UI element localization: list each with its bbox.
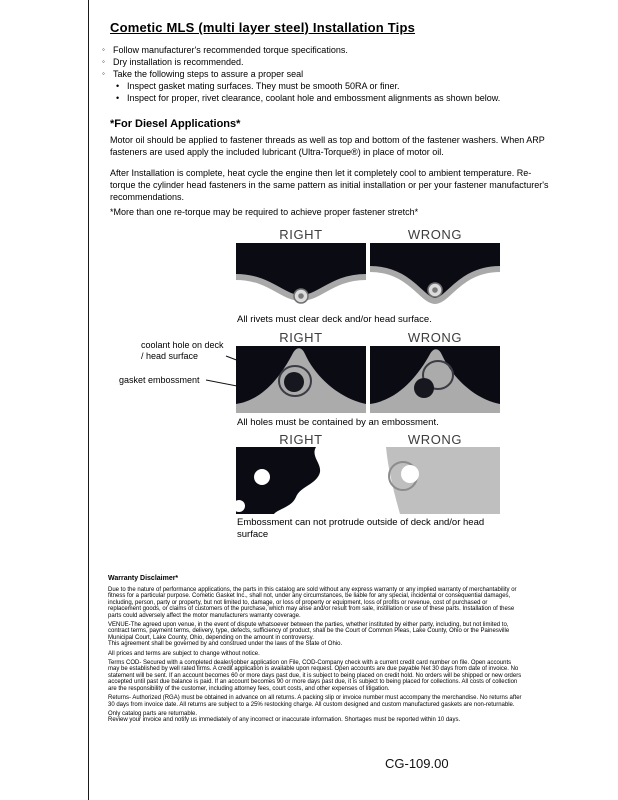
list-item [102, 68, 542, 80]
right-label: RIGHT [279, 432, 323, 447]
left-margin-rule [88, 0, 89, 800]
tips-sublist [116, 80, 542, 104]
tip-text: Take the following steps to assure a proper seal [113, 69, 304, 79]
diagram-caption: All holes must be contained by an embossment. [237, 417, 439, 428]
bullet-marker: ◦ [102, 69, 105, 78]
tip-text: Dry installation is recommended. [113, 57, 244, 67]
list-item [102, 44, 542, 56]
wrong-label: WRONG [407, 330, 463, 345]
warranty-paragraph: Review your invoice and notify us immediately of any incorrect or inaccurate information. Shortages must be reported within 10 days. [108, 717, 461, 724]
deck-edge-wrong-diagram [370, 447, 500, 514]
diesel-paragraph: Motor oil should be applied to fastener threads as well as top and bottom of the fastener washers. When ARP fasteners are used apply the included lubricant (Ultra-Torque®) in place of motor oil. [110, 135, 545, 157]
deck-edge-right-diagram [236, 447, 366, 514]
diesel-paragraph: After Installation is complete, heat cycle the engine then let it completely cool to ambient temperature. Re-torque the cylinder head fasteners in the same pattern as initial installation or per your fastener manufacturer's recommendations. [110, 168, 549, 202]
bullet-marker: • [116, 93, 120, 103]
list-item [116, 80, 542, 92]
tip-text: Follow manufacturer's recommended torque specifications. [113, 45, 348, 55]
embossment-wrong-diagram [370, 346, 500, 413]
warranty-heading: Warranty Disclaimer* [108, 575, 179, 582]
warranty-paragraph: VENUE-The agreed upon venue, in the event of dispute whatsoever between the parties, whether instituted by either party, including, but not limited to, contract terms, payment terms, delivery, type, defects, sufficiency of product, shall be the Court of Common Pleas, Lake County, Ohio or the Painesville Municipal Court, Lake County, Ohio, depending on the amount in controversy. [108, 622, 510, 641]
document-number: CG-109.00 [385, 756, 449, 771]
warranty-paragraph: Due to the nature of performance applications, the parts in this catalog are sold without any express warranty or any implied warranty of merchantability or fitness for a particular purpose. Cometic Gasket Inc., shall not, under any circumstances, be liable for any special, incidental or consequential damages, including, person, party or property, but not limited to, damage, or loss of property or equipment, loss of profits or revenue, cost of purchased or replacement goods, or claims of customers of the purchase, which may arise and/or result from sale, instillation or use of these parts. Installation of these parts could adversely affect the motor manufacturers warranty coverage. [108, 587, 517, 619]
diagram-caption: All rivets must clear deck and/or head surface. [237, 314, 432, 325]
rivet-right-diagram [236, 243, 366, 310]
diesel-heading: *For Diesel Applications* [110, 118, 241, 130]
coolant-hole-label: coolant hole on deck / head surface [141, 340, 224, 361]
right-label: RIGHT [279, 227, 323, 242]
warranty-paragraph: All prices and terms are subject to change without notice. [108, 650, 260, 657]
list-item [116, 92, 542, 104]
rivet-wrong-diagram [370, 243, 500, 310]
bullet-marker: ◦ [102, 57, 105, 66]
wrong-label: WRONG [407, 227, 463, 242]
retorque-note: *More than one re-torque may be required to achieve proper fastener stretch* [110, 207, 419, 217]
bullet-marker: • [116, 81, 120, 91]
right-label: RIGHT [279, 330, 323, 345]
warranty-paragraph: Only catalog parts are returnable. [108, 710, 198, 717]
list-item [102, 56, 542, 68]
warranty-section [108, 575, 522, 727]
tips-list [102, 44, 542, 104]
gasket-embossment-label: gasket embossment [119, 375, 200, 385]
page-title: Cometic MLS (multi layer steel) Installation Tips [110, 20, 416, 35]
tip-text: Inspect for proper, rivet clearance, coolant hole and embossment alignments as shown below. [127, 93, 501, 103]
embossment-right-diagram [236, 346, 366, 413]
wrong-label: WRONG [407, 432, 463, 447]
bullet-marker: ◦ [102, 45, 105, 54]
warranty-paragraph: Returns- Authorized (RGA) must be obtained in advance on all returns. A packing slip or invoice number must accompany the merchandise. No returns after 30 days from invoice date. All returns are subject to a 25% restocking charge. All custom designed and custom manufactured gaskets are non-returnable. [108, 695, 522, 708]
diagram-caption: Embossment can not protrude outside of deck and/or head surface [237, 517, 485, 540]
warranty-paragraph: This agreement shall be governed by and construed under the laws of the State of Ohio. [108, 641, 343, 648]
tip-text: Inspect gasket mating surfaces. They must be smooth 50RA or finer. [127, 81, 400, 91]
warranty-paragraph: Terms COD- Secured with a completed dealer/jobber application on File, COD-Company check with a current credit card number on file. Open accounts may be established by well rated firms. A credit application is available upon request. Open accounts are due payable Net 30 days from date of invoice. No statement will be sent. If an account becomes 60 or more days past due, it is subject to being placed on credit hold. No orders will be shipped or new orders accepted until past due balance is paid. If an account becomes 90 or more days past due, it is subject to being placed for collections. All costs of collection are the responsibility of the customer, including attorney fees, court costs, and other expenses of litigation. [108, 660, 522, 692]
